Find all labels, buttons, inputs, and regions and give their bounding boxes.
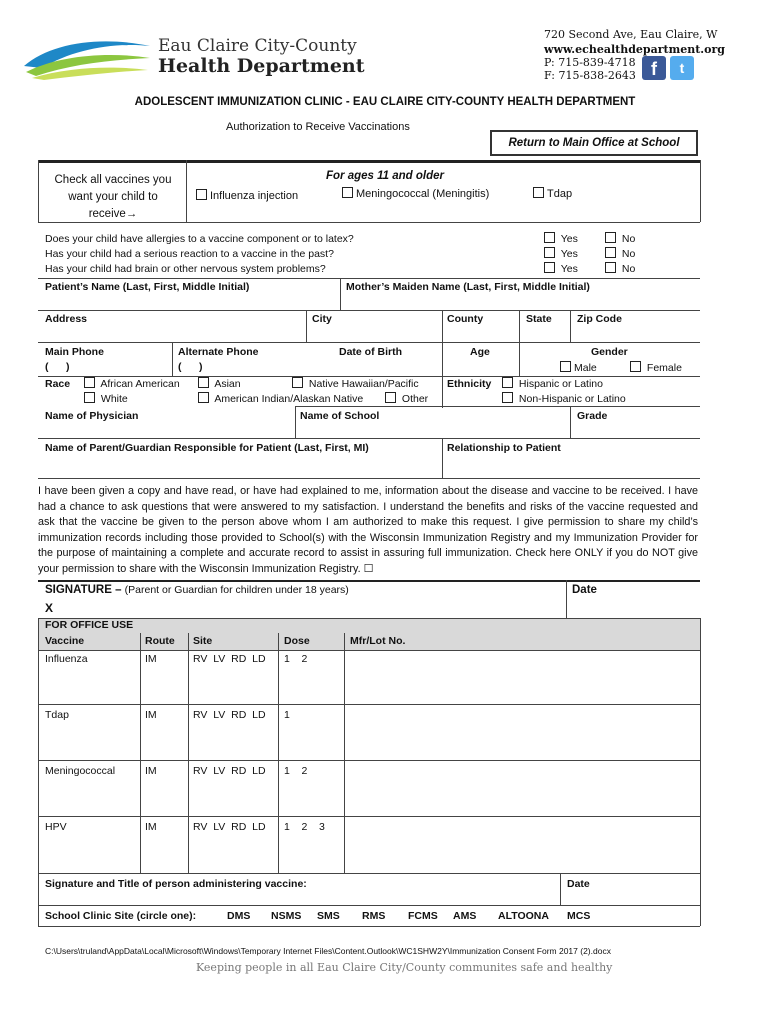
col-vaccine: Vaccine (45, 635, 85, 647)
african-american-checkbox[interactable] (84, 377, 95, 388)
logo-swoosh-icon (22, 32, 152, 82)
race-african-american[interactable]: African American (84, 377, 180, 390)
influenza-checkbox[interactable] (196, 189, 207, 200)
row-influenza-site: RV LV RD LD (193, 653, 266, 665)
ethnicity-hispanic[interactable]: Hispanic or Latino (502, 377, 603, 390)
row-tdap-dose: 1 (284, 709, 290, 721)
alt-phone-label: Alternate Phone (178, 346, 259, 358)
row-hpv-dose: 1 2 3 (284, 821, 325, 833)
ethnicity-label: Ethnicity (447, 378, 492, 390)
site-rms[interactable]: RMS (362, 910, 386, 922)
main-phone-label: Main Phone (45, 346, 104, 358)
county-label: County (447, 313, 484, 325)
allergies-yes[interactable]: Yes (544, 232, 578, 245)
female-option[interactable]: Female (630, 361, 682, 374)
patient-name-label: Patient’s Name (Last, First, Middle Initial) (45, 281, 250, 293)
row-hpv-route: IM (145, 821, 157, 833)
row-meningococcal-route: IM (145, 765, 157, 777)
physician-label: Name of Physician (45, 410, 139, 422)
native-hawaiian-checkbox[interactable] (292, 377, 303, 388)
influenza-option[interactable]: Influenza injection (196, 189, 298, 202)
gender-label: Gender (591, 346, 628, 358)
facebook-icon[interactable]: f (642, 56, 666, 80)
race-native-hawaiian[interactable]: Native Hawaiian/Pacific (292, 377, 419, 390)
state-label: State (526, 313, 552, 325)
brain-no-checkbox[interactable] (605, 262, 616, 273)
question-allergies: Does your child have allergies to a vaccine component or to latex? (45, 233, 354, 245)
allergies-no-checkbox[interactable] (605, 232, 616, 243)
admin-signature-label: Signature and Title of person administering vaccine: (45, 878, 307, 890)
hispanic-checkbox[interactable] (502, 377, 513, 388)
address: 720 Second Ave, Eau Claire, W (544, 28, 718, 41)
reaction-yes-checkbox[interactable] (544, 247, 555, 258)
brain-no[interactable]: No (605, 262, 635, 275)
org-name-line2: Health Department (158, 55, 365, 77)
signature-note: (Parent or Guardian for children under 18 years) (124, 584, 349, 596)
row-meningococcal-vaccine: Meningococcal (45, 765, 116, 777)
col-route: Route (145, 635, 175, 647)
row-tdap-vaccine: Tdap (45, 709, 69, 721)
american-indian-checkbox[interactable] (198, 392, 209, 403)
footer-tagline: Keeping people in all Eau Claire City/County communites safe and healthy (196, 961, 613, 974)
col-mfr-lot: Mfr/Lot No. (350, 635, 406, 647)
reaction-yes[interactable]: Yes (544, 247, 578, 260)
site-fcms[interactable]: FCMS (408, 910, 438, 922)
race-asian[interactable]: Asian (198, 377, 241, 390)
meningococcal-checkbox[interactable] (342, 187, 353, 198)
zip-label: Zip Code (577, 313, 622, 325)
city-label: City (312, 313, 332, 325)
meningococcal-option[interactable]: Meningococcal (Meningitis) (342, 187, 489, 200)
allergies-yes-checkbox[interactable] (544, 232, 555, 243)
mother-maiden-label: Mother’s Maiden Name (Last, First, Middle Initial) (346, 281, 590, 293)
signature-label: SIGNATURE – (45, 584, 122, 596)
guardian-label: Name of Parent/Guardian Responsible for Patient (Last, First, MI) (45, 442, 369, 454)
address-label: Address (45, 313, 88, 325)
white-checkbox[interactable] (84, 392, 95, 403)
row-hpv-vaccine: HPV (45, 821, 67, 833)
brain-yes[interactable]: Yes (544, 262, 578, 275)
alt-phone-paren: ( ) (178, 361, 203, 373)
consent-text: I have been given a copy and have read, or have had explained to me, information about the disease and vaccine to be received. I have had a chance to ask questions that were answered to my satisfaction. I understand the benefits and risks of the vaccine requested and ask that the vaccine be given to the person above whom I am authorized to make this request. I give permission to share my child’s immunization records including those provided to School(s) with the Wisconsin Immunization Registry and my Immunization Provider for the purpose of maintaining a complete and accurate record to assist in assuring full immunization. Check here ONLY if you do NOT give your permission to share with the Wisconsin Immunization Registry. ☐ (38, 485, 698, 575)
signature-line (45, 584, 349, 596)
col-site: Site (193, 635, 213, 647)
row-hpv-site: RV LV RD LD (193, 821, 266, 833)
signature-x: X (45, 601, 54, 615)
reaction-no[interactable]: No (605, 247, 635, 260)
org-name-line1: Eau Claire City-County (158, 36, 357, 56)
signature-date-label: Date (572, 584, 597, 596)
race-other[interactable]: Other (385, 392, 428, 405)
row-influenza-vaccine: Influenza (45, 653, 88, 665)
dob-label: Date of Birth (339, 346, 402, 358)
row-tdap-route: IM (145, 709, 157, 721)
row-meningococcal-site: RV LV RD LD (193, 765, 266, 777)
race-american-indian[interactable]: American Indian/Alaskan Native (198, 392, 363, 405)
asian-checkbox[interactable] (198, 377, 209, 388)
tdap-checkbox[interactable] (533, 187, 544, 198)
male-option[interactable]: Male (560, 361, 597, 374)
male-checkbox[interactable] (560, 361, 571, 372)
form-title: ADOLESCENT IMMUNIZATION CLINIC - EAU CLAIRE CITY-COUNTY HEALTH DEPARTMENT (134, 96, 636, 108)
brain-yes-checkbox[interactable] (544, 262, 555, 273)
row-meningococcal-dose: 1 2 (284, 765, 308, 777)
school-label: Name of School (300, 410, 380, 422)
site-nsms[interactable]: NSMS (271, 910, 302, 922)
website: www.echealthdepartment.org (544, 43, 725, 56)
question-brain: Has your child had brain or other nervous system problems? (45, 263, 326, 275)
ethnicity-non-hispanic[interactable]: Non-Hispanic or Latino (502, 392, 626, 405)
row-tdap-site: RV LV RD LD (193, 709, 266, 721)
clinic-site-label: School Clinic Site (circle one): (45, 910, 197, 922)
admin-date-label: Date (567, 878, 590, 890)
site-altoona[interactable]: ALTOONA (498, 910, 549, 922)
site-dms[interactable]: DMS (227, 910, 251, 922)
main-phone-paren: ( ) (45, 361, 70, 373)
twitter-icon[interactable]: t (670, 56, 694, 80)
return-note: Return to Main Office at School (490, 130, 698, 156)
other-race-checkbox[interactable] (385, 392, 396, 403)
office-use-title: FOR OFFICE USE (45, 619, 134, 631)
footer-file-path: C:\Users\truland\AppData\Local\Microsoft\Windows\Temporary Internet Files\Content.Outlook\WC1SHW2Y\Immunization Consent Form 2017 (2).docx (45, 946, 611, 956)
site-ams[interactable]: AMS (453, 910, 477, 922)
phone: P: 715-839-4718 (544, 56, 636, 69)
site-sms[interactable]: SMS (317, 910, 340, 922)
check-vaccines-label: Check all vaccines you want your child to receive→ (54, 174, 172, 220)
race-white[interactable]: White (84, 392, 128, 405)
female-checkbox[interactable] (630, 361, 641, 372)
ages-label: For ages 11 and older (326, 170, 445, 182)
site-mcs[interactable]: MCS (567, 910, 591, 922)
logo (22, 32, 152, 82)
col-dose: Dose (284, 635, 310, 647)
form-subtitle: Authorization to Receive Vaccinations (226, 121, 410, 133)
row-influenza-route: IM (145, 653, 157, 665)
grade-label: Grade (577, 410, 608, 422)
non-hispanic-checkbox[interactable] (502, 392, 513, 403)
age-label: Age (470, 346, 490, 358)
race-label: Race (45, 378, 71, 390)
allergies-no[interactable]: No (605, 232, 635, 245)
fax: F: 715-838-2643 (544, 69, 636, 82)
tdap-option[interactable]: Tdap (533, 187, 572, 200)
relationship-label: Relationship to Patient (447, 442, 561, 454)
row-influenza-dose: 1 2 (284, 653, 308, 665)
question-reaction: Has your child had a serious reaction to a vaccine in the past? (45, 248, 334, 260)
reaction-no-checkbox[interactable] (605, 247, 616, 258)
